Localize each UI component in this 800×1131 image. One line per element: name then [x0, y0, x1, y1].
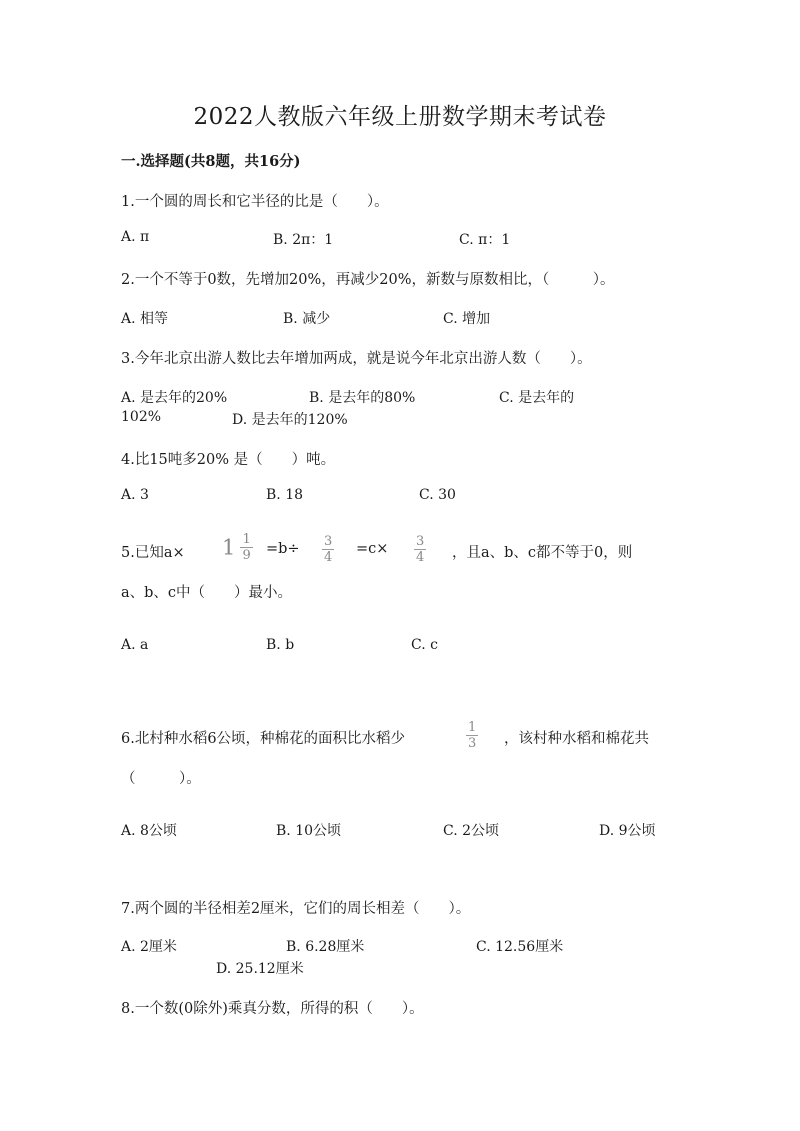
fraction-denominator: 3: [468, 736, 477, 751]
question-5-part2: =b÷: [266, 541, 300, 557]
fraction-numerator: 1: [468, 720, 477, 735]
q6-option-b[interactable]: B. 10公顷: [276, 823, 342, 839]
question-4: 4.比15吨多20% 是（ ）吨。: [121, 452, 336, 468]
q1-option-a[interactable]: A. π: [121, 229, 150, 245]
fraction-numerator: 3: [416, 534, 425, 549]
question-6-part2: ，该村种水稻和棉花共: [504, 731, 649, 747]
q4-option-a[interactable]: A. 3: [121, 487, 149, 503]
question-8: 8.一个数(0除外)乘真分数，所得的积（ ）。: [121, 1001, 424, 1017]
question-1: 1.一个圆的周长和它半径的比是（ ）。: [121, 194, 389, 210]
fraction-numerator: 3: [324, 534, 333, 549]
q7-option-a[interactable]: A. 2厘米: [121, 939, 177, 955]
fraction-whole: 1: [222, 535, 236, 560]
q4-option-b[interactable]: B. 18: [266, 487, 304, 503]
q6-option-c[interactable]: C. 2公顷: [443, 823, 500, 839]
question-7: 7.两个圆的半径相差2厘米，它们的周长相差（ ）。: [121, 901, 471, 917]
section-heading: 一.选择题(共8题，共16分): [121, 153, 301, 170]
question-5-part4: ，且a、b、c都不等于0，则: [452, 545, 633, 561]
question-3: 3.今年北京出游人数比去年增加两成，就是说今年北京出游人数（ ）。: [121, 351, 592, 367]
fraction-part: [466, 720, 478, 751]
q5-option-b[interactable]: B. b: [266, 637, 295, 653]
fraction-denominator: 9: [242, 548, 251, 563]
q5-option-a[interactable]: A. a: [121, 637, 149, 653]
q4-option-c[interactable]: C. 30: [419, 487, 456, 503]
fraction-denominator: 4: [416, 550, 425, 565]
question-5-line2: a、b、c中（ ）最小。: [121, 585, 293, 601]
fraction-1-1-9: [222, 532, 253, 563]
q7-option-b[interactable]: B. 6.28厘米: [286, 939, 365, 955]
question-6-part1: 6.北村种水稻6公顷，种棉花的面积比水稻少: [121, 731, 406, 747]
fraction-1-3: [466, 720, 478, 751]
fraction-denominator: 4: [324, 550, 333, 565]
q3-option-a[interactable]: A. 是去年的20%: [121, 390, 228, 406]
q5-option-c[interactable]: C. c: [411, 637, 438, 653]
fraction-3-4-a: [322, 534, 334, 565]
question-5-part1: 5.已知a×: [121, 545, 185, 561]
q3-option-d[interactable]: D. 是去年的120%: [232, 412, 348, 428]
q3-option-b[interactable]: B. 是去年的80%: [309, 390, 416, 406]
question-6-line2: （ ）。: [121, 771, 201, 787]
q2-option-b[interactable]: B. 减少: [283, 311, 331, 327]
question-2: 2.一个不等于0数，先增加20%，再减少20%，新数与原数相比，（ ）。: [121, 272, 615, 288]
fraction-part: [240, 532, 252, 563]
page-title: 2022人教版六年级上册数学期末考试卷: [193, 104, 607, 130]
q2-option-a[interactable]: A. 相等: [121, 311, 169, 327]
question-5-part3: =c×: [356, 541, 389, 557]
q6-option-d[interactable]: D. 9公顷: [599, 823, 656, 839]
fraction-part: [414, 534, 426, 565]
fraction-3-4-b: [414, 534, 426, 565]
fraction-part: [322, 534, 334, 565]
fraction-numerator: 1: [242, 532, 251, 547]
q1-option-b[interactable]: B. 2π：1: [273, 232, 334, 248]
q7-option-c[interactable]: C. 12.56厘米: [476, 939, 564, 955]
q3-option-c[interactable]: C. 是去年的: [499, 390, 575, 406]
q2-option-c[interactable]: C. 增加: [443, 311, 491, 327]
q1-option-c[interactable]: C. π：1: [459, 232, 511, 248]
q7-option-d[interactable]: D. 25.12厘米: [216, 961, 304, 977]
q6-option-a[interactable]: A. 8公顷: [121, 823, 177, 839]
q3-option-c-cont: 102%: [121, 409, 162, 425]
